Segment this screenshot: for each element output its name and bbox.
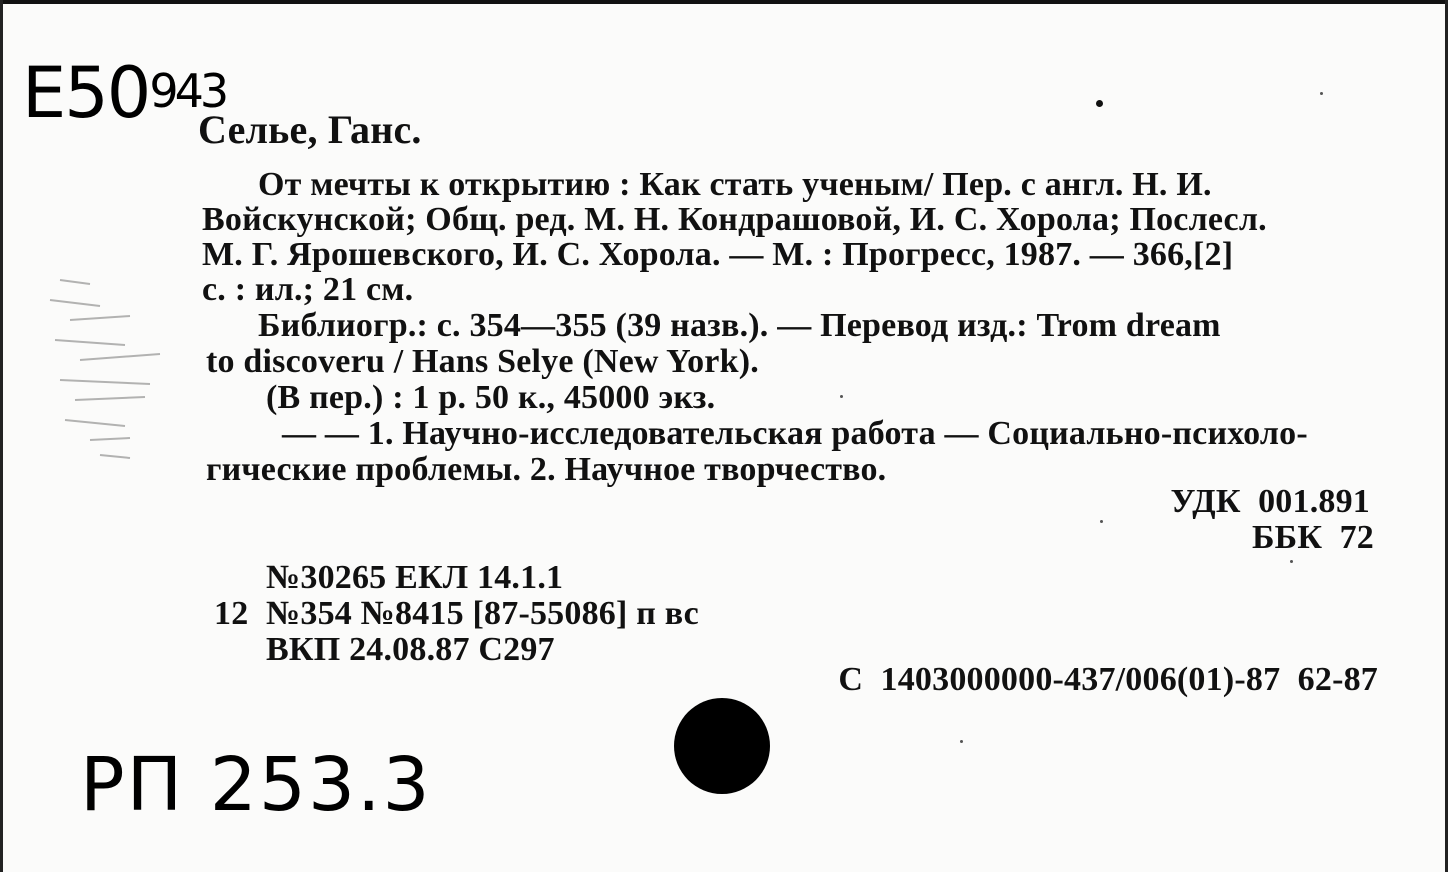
subjects-line-1: — — 1. Научно-исследовательская работа — Социально-психоло- bbox=[282, 415, 1308, 452]
handwritten-call-number: РП 253.3 bbox=[80, 742, 432, 828]
ink-dot bbox=[1290, 560, 1293, 563]
ink-dot bbox=[1096, 100, 1103, 107]
registry-line-3: ВКП 24.08.87 С297 bbox=[266, 631, 555, 668]
registry-line-2: №354 №8415 [87-55086] п вс bbox=[266, 595, 699, 632]
bibliography-line-2: to discoveru / Hans Selye (New York). bbox=[206, 343, 759, 380]
ink-dot bbox=[1320, 92, 1323, 95]
description-line-3: М. Г. Ярошевского, И. С. Хорола. — М. : Прогресс, 1987. — 366,[2] bbox=[202, 236, 1234, 273]
scan-smudge bbox=[40, 270, 210, 470]
registry-line-1: №30265 ЕКЛ 14.1.1 bbox=[266, 559, 564, 596]
ink-dot bbox=[960, 740, 963, 743]
card-left-edge bbox=[0, 0, 3, 872]
author-heading: Селье, Ганс. bbox=[198, 107, 422, 152]
bibliography-line-1: Библиогр.: с. 354—355 (39 назв.). — Перевод изд.: Trom dream bbox=[258, 307, 1221, 344]
punched-hole bbox=[674, 698, 770, 794]
ink-dot bbox=[840, 395, 843, 398]
description-line-1: От мечты к открытию : Как стать ученым/ Пер. с англ. Н. И. bbox=[258, 166, 1212, 203]
description-line-4: с. : ил.; 21 см. bbox=[202, 271, 414, 308]
publisher-code-line: С 1403000000-437/006(01)-87 62-87 bbox=[838, 661, 1378, 698]
ink-dot bbox=[1100, 520, 1103, 523]
price-line: (В пер.) : 1 р. 50 к., 45000 экз. bbox=[266, 379, 716, 416]
bbk-code: ББК 72 bbox=[1251, 519, 1374, 556]
subjects-line-2: гические проблемы. 2. Научное творчество. bbox=[206, 451, 887, 488]
registry-number: 12 bbox=[214, 595, 249, 632]
description-line-2: Войскунской; Общ. ред. М. Н. Кондрашовой, И. С. Хорола; Послесл. bbox=[202, 201, 1267, 238]
card-top-edge bbox=[0, 0, 1448, 4]
handwritten-shelf-mark: E50943 bbox=[22, 52, 226, 134]
udk-code: УДК 001.891 bbox=[1170, 483, 1370, 520]
